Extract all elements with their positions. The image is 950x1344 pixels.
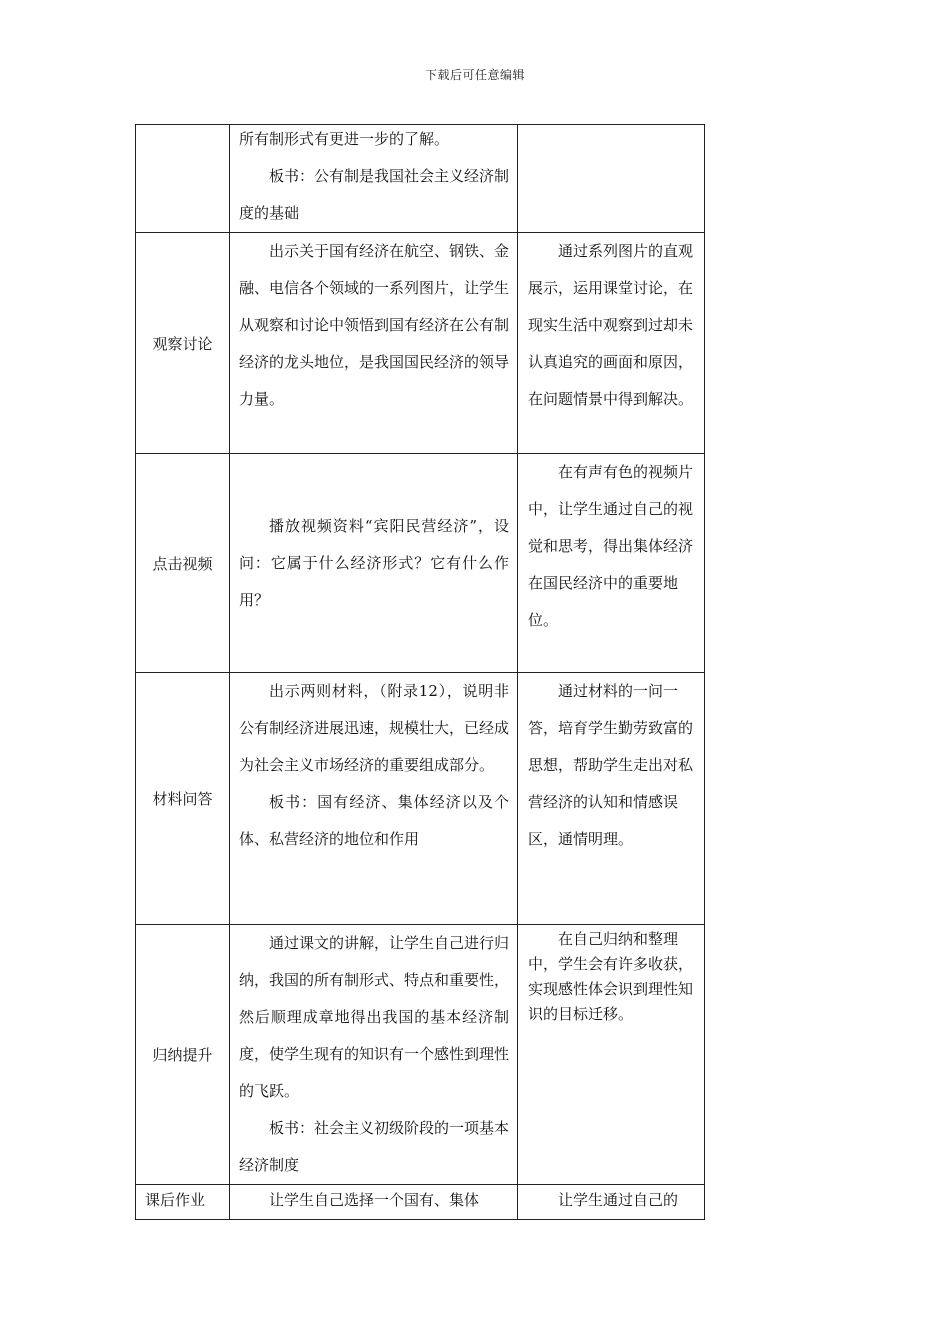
intent-cell xyxy=(518,673,705,925)
step-cell: 课后作业 xyxy=(136,1185,230,1220)
page-header: 下载后可任意编辑 xyxy=(424,68,525,82)
step-cell: 观察讨论 xyxy=(136,233,230,454)
intent-cell xyxy=(518,125,705,233)
table-row xyxy=(136,125,705,233)
content-paragraph: 出示关于国有经济在航空、钢铁、金融、电信各个领域的一系列图片，让学生从观察和讨论中领悟到国有经济在公有制经济的龙头地位，是我国国民经济的领导力量。 xyxy=(239,242,510,408)
intent-cell xyxy=(518,925,705,1185)
content-paragraph: 板书：国有经济、集体经济以及个体、私营经济的地位和作用 xyxy=(239,793,509,848)
content-cell xyxy=(230,125,518,233)
content-paragraph: 让学生自己选择一个国有、集体 xyxy=(269,1191,480,1209)
step-cell: 点击视频 xyxy=(136,454,230,673)
step-cell: 归纳提升 xyxy=(136,925,230,1185)
content-paragraph: 板书：社会主义初级阶段的一项基本经济制度 xyxy=(239,1119,510,1174)
intent-paragraph: 在自己归纳和整理中，学生会有许多收获，实现感性体会识到理性知识的目标迁移。 xyxy=(528,930,694,1023)
content-cell xyxy=(230,673,518,925)
content-paragraph: 出示两则材料，（附录12），说明非公有制经济进展迅速，规模壮大，已经成为社会主义市场经济的重要组成部分。 xyxy=(239,682,510,774)
content-paragraph: 播放视频资料“宾阳民营经济”，设问：它属于什么经济形式？它有什么作用？ xyxy=(239,516,509,609)
table-row xyxy=(136,1185,705,1220)
intent-paragraph: 让学生通过自己的 xyxy=(558,1191,679,1209)
table-row xyxy=(136,454,705,673)
intent-paragraph: 通过材料的一问一答，培育学生勤劳致富的思想，帮助学生走出对私营经济的认知和情感误区，通情明理。 xyxy=(528,682,694,848)
step-cell xyxy=(136,125,230,233)
intent-cell xyxy=(518,233,705,454)
content-cell xyxy=(230,925,518,1185)
step-cell: 材料问答 xyxy=(136,673,230,925)
content-cell xyxy=(230,454,518,673)
lesson-plan-table xyxy=(135,124,705,1220)
content-paragraph: 所有制形式有更进一步的了解。 xyxy=(239,130,450,148)
content-paragraph: 板书：公有制是我国社会主义经济制度的基础 xyxy=(239,167,510,222)
intent-paragraph: 在有声有色的视频片中，让学生通过自己的视觉和思考，得出集体经济在国民经济中的重要地位。 xyxy=(528,463,694,629)
content-paragraph: 通过课文的讲解，让学生自己进行归纳，我国的所有制形式、特点和重要性，然后顺理成章地得出我国的基本经济制度，使学生现有的知识有一个感性到理性的飞跃。 xyxy=(239,934,510,1100)
content-cell xyxy=(230,1185,518,1220)
intent-cell xyxy=(518,1185,705,1220)
table-row xyxy=(136,673,705,925)
intent-cell xyxy=(518,454,705,673)
intent-paragraph: 通过系列图片的直观展示，运用课堂讨论，在现实生活中观察到过却未认真追究的画面和原因，在问题情景中得到解决。 xyxy=(528,242,694,408)
table-row xyxy=(136,925,705,1185)
content-cell xyxy=(230,233,518,454)
table-row xyxy=(136,233,705,454)
